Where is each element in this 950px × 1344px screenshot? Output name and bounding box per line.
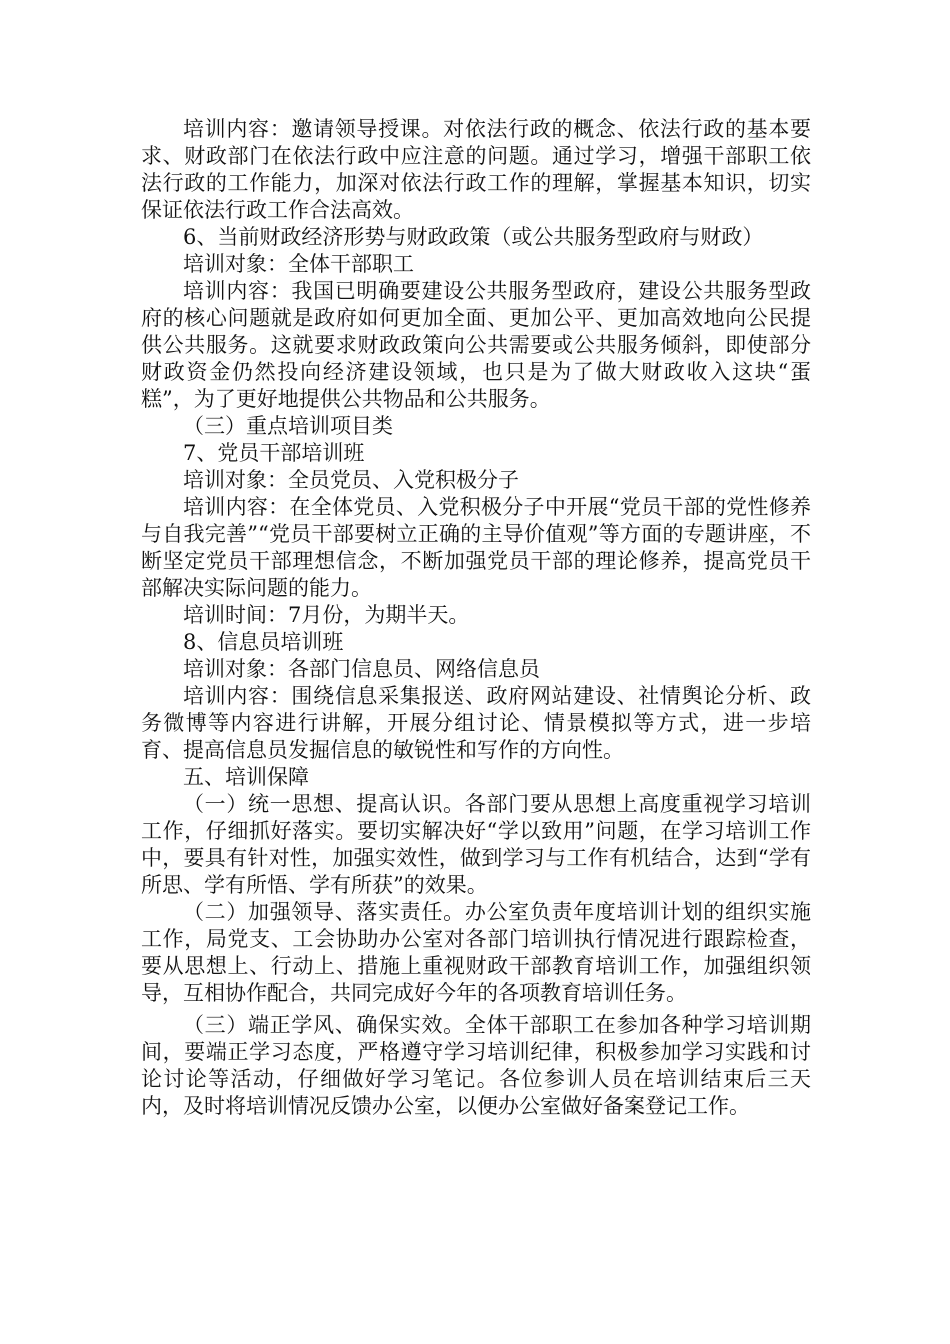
paragraph: 培训内容：我国已明确要建设公共服务型政府，建设公共服务型政府的核心问题就是政府如何更加全面、更加公平、更加高效地向公民提供公共服务。这就要求财政政策向公共需要或公共服务倾斜，即使部分财政资金仍然投向经济建设领域，也只是为了做大财政收入这块“蛋糕”，为了更好地提供公共物品和公共服务。 [141,279,811,411]
document-page [141,116,811,1120]
paragraph: 8、信息员培训班 [183,630,344,654]
paragraph: 培训对象：各部门信息员、网络信息员 [183,657,540,681]
paragraph: 培训内容：在全体党员、入党积极分子中开展“党员干部的党性修养与自我完善”“党员干部要树立正确的主导价值观”等方面的专题讲座，不断坚定党员干部理想信念，不断加强党员干部的理论修养，提高党员干部解决实际问题的能力。 [141,495,811,600]
paragraph: 培训对象：全员党员、入党积极分子 [183,468,519,492]
paragraph: （三）端正学风、确保实效。全体干部职工在参加各种学习培训期间，要端正学习态度，严格遵守学习培训纪律，积极参加学习实践和讨论讨论等活动，仔细做好学习笔记。各位参训人员在培训结束后三天内，及时将培训情况反馈办公室，以便办公室做好备案登记工作。 [141,1013,811,1118]
section-heading: 五、培训保障 [183,765,309,789]
paragraph: 7、党员干部培训班 [183,441,365,465]
paragraph: 培训时间：7月份，为期半天。 [183,603,470,627]
paragraph: 6、当前财政经济形势与财政政策（或公共服务型政府与财政） [183,225,764,249]
paragraph: （二）加强领导、落实责任。办公室负责年度培训计划的组织实施工作，局党支、工会协助办公室对各部门培训执行情况进行跟踪检查，要从思想上、行动上、措施上重视财政干部教育培训工作，加强组织领导，互相协作配合，共同完成好今年的各项教育培训任务。 [141,900,811,1005]
paragraph: （一）统一思想、提高认识。各部门要从思想上高度重视学习培训工作，仔细抓好落实。要切实解决好“学以致用”问题，在学习培训工作中，要具有针对性，加强实效性，做到学习与工作有机结合，达到“学有所思、学有所悟、学有所获”的效果。 [141,792,811,897]
paragraph: （三）重点培训项目类 [183,414,393,438]
paragraph: 培训内容：围绕信息采集报送、政府网站建设、社情舆论分析、政务微博等内容进行讲解，开展分组讨论、情景模拟等方式，进一步培育、提高信息员发掘信息的敏锐性和写作的方向性。 [141,684,811,762]
paragraph: 培训内容：邀请领导授课。对依法行政的概念、依法行政的基本要求、财政部门在依法行政中应注意的问题。通过学习，增强干部职工依法行政的工作能力，加深对依法行政工作的理解，掌握基本知识，切实保证依法行政工作合法高效。 [141,117,811,222]
paragraph: 培训对象：全体干部职工 [183,252,414,276]
